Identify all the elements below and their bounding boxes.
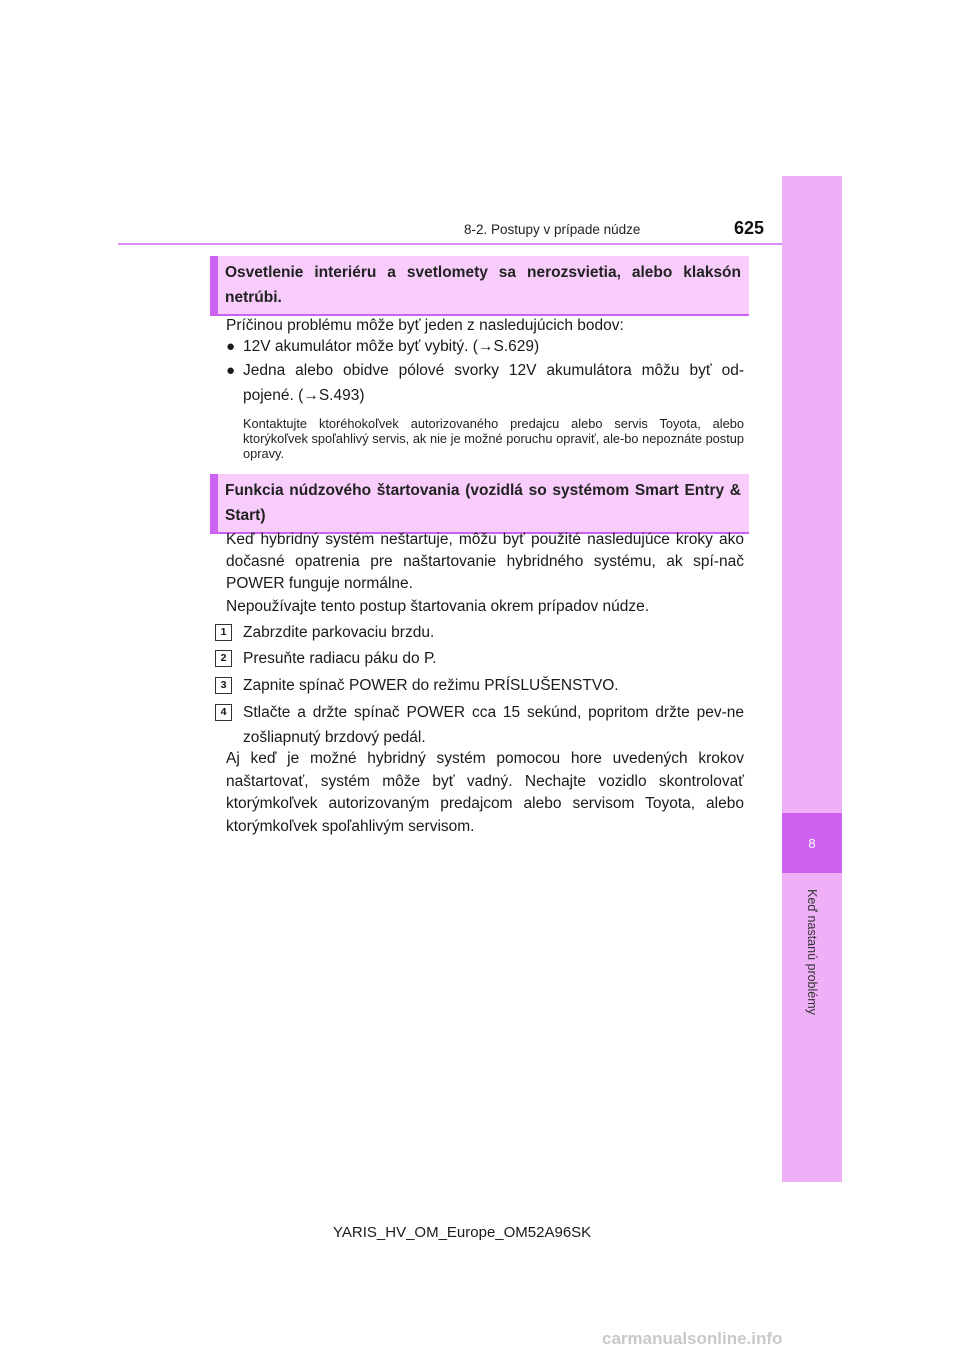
step-text: Presuňte radiacu páku do P. — [243, 650, 437, 667]
chapter-title-vertical: Keď nastanú problémy — [805, 889, 819, 1015]
bullet-icon: ● — [226, 338, 236, 355]
section-heading-lights: Osvetlenie interiéru a svetlomety sa nerozsvietia, alebo klaksón netrúbi. — [210, 256, 749, 316]
section2-closing: Aj keď je možné hybridný systém pomocou hore uvedených krokov naštartovať, systém môže byť vadný. Nechajte vozidlo skontrolovať ktorýmkoľvek autorizovaným predajcom alebo servisom Toyota, alebo ktorýmkoľvek spoľahlivým servisom. — [226, 750, 744, 835]
step-number-box: 3 — [215, 677, 232, 694]
chapter-number-badge — [782, 813, 842, 873]
bullet-text: 12V akumulátor môže byť vybitý. (→S.629) — [243, 338, 540, 355]
step-text: Stlačte a držte spínač POWER cca 15 sekúnd, popritom držte pev-ne zošliapnutý brzdový pedál. — [243, 704, 744, 746]
page-number: 625 — [734, 218, 765, 238]
step-number-box: 1 — [215, 624, 232, 641]
section1-note: Kontaktujte ktoréhokoľvek autorizovaného predajcu alebo servis Toyota, alebo ktorýkoľvek spoľahlivý servis, ak nie je možné poruchu opraviť, ale-bo nepoznáte postup opravy. — [243, 416, 744, 461]
running-header: 8-2. Postupy v prípade núdze — [464, 222, 641, 237]
step-text: Zapnite spínač POWER do režimu PRÍSLUŠENSTVO. — [243, 677, 619, 694]
section2-intro: Keď hybridný systém neštartuje, môžu byť použité nasledujúce kroky ako dočasné opatrenia pre naštartovanie hybridného systému, ak spí-nač POWER funguje normálne. — [226, 531, 744, 592]
step-number-box: 2 — [215, 650, 232, 667]
step-number-box: 4 — [215, 704, 232, 721]
chapter-side-tab — [782, 176, 842, 1182]
step-text: Zabrzdite parkovaciu brzdu. — [243, 624, 435, 641]
document-code: YARIS_HV_OM_Europe_OM52A96SK — [333, 1224, 592, 1241]
section-heading-emergency-start: Funkcia núdzového štartovania (vozidlá so systémom Smart Entry & Start) — [210, 474, 749, 534]
header-divider — [118, 243, 782, 245]
bullet-text: Jedna alebo obidve pólové svorky 12V akumulátora môžu byť od-pojené. (→S.493) — [243, 362, 744, 404]
section1-intro: Príčinou problému môže byť jeden z nasledujúcich bodov: — [226, 317, 624, 334]
bullet-icon: ● — [226, 362, 236, 379]
bullet-item — [226, 358, 744, 408]
watermark: carmanualsonline.info — [602, 1329, 783, 1348]
bullet-item — [226, 334, 744, 359]
chapter-number: 8 — [808, 835, 816, 851]
section2-warning: Nepoužívajte tento postup štartovania okrem prípadov núdze. — [226, 598, 650, 615]
